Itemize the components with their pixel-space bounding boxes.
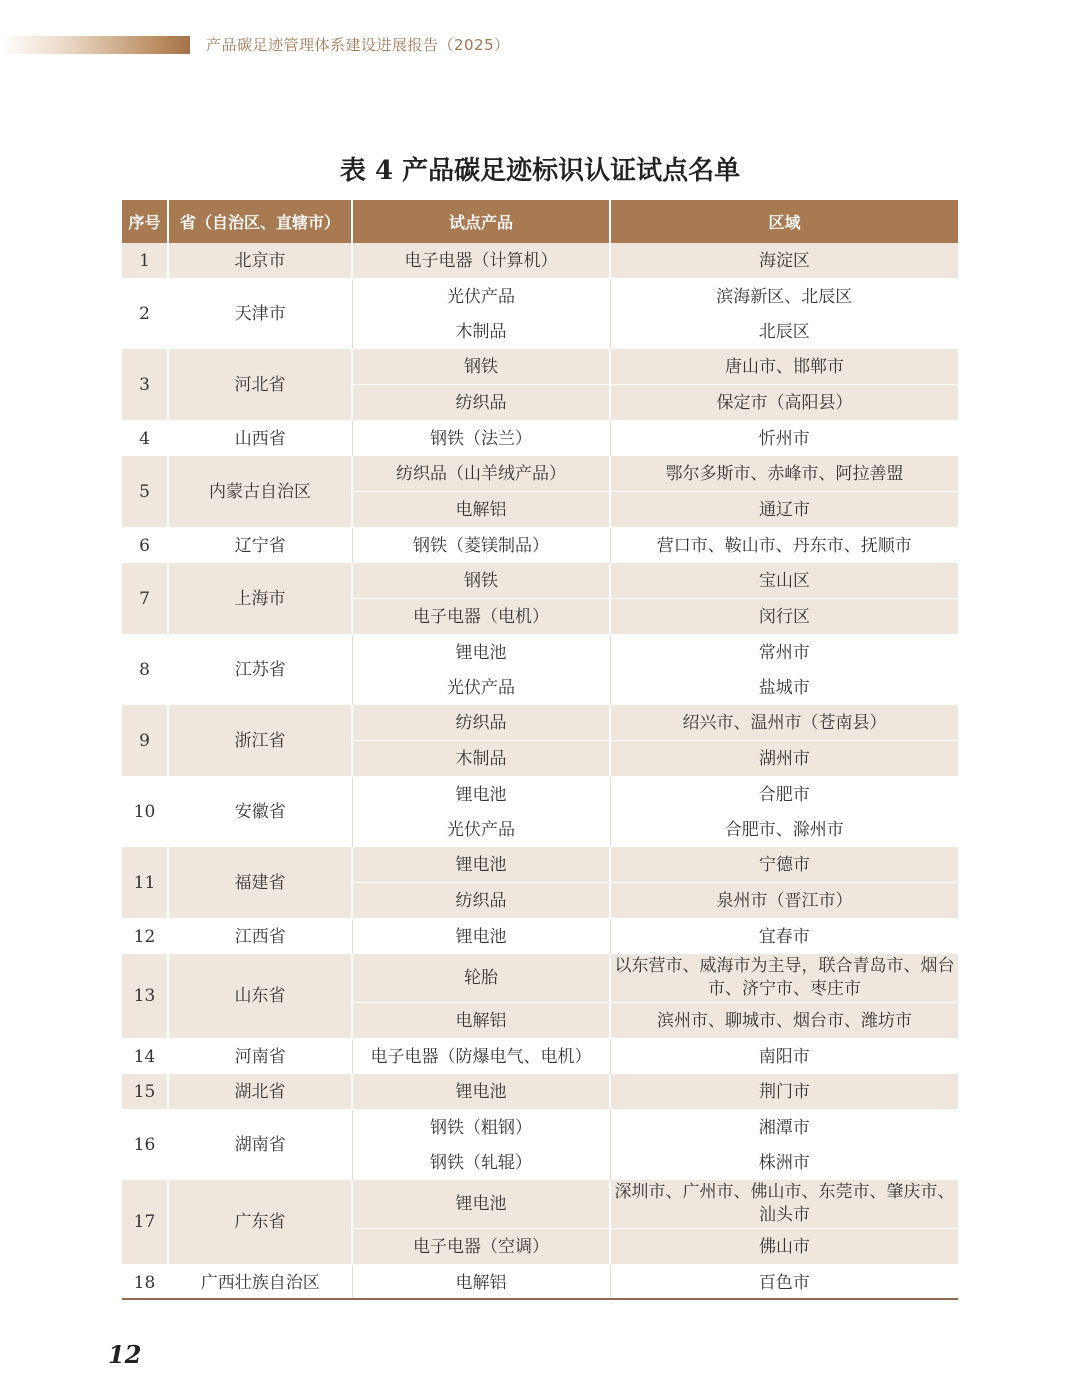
- cell-product: 钢铁（法兰）: [352, 421, 610, 457]
- cell-province: 辽宁省: [168, 528, 352, 564]
- cell-product: 锂电池: [352, 777, 610, 813]
- cell-region: 绍兴市、温州市（苍南县）: [610, 705, 958, 741]
- cell-region: 唐山市、邯郸市: [610, 349, 958, 385]
- cell-product: 钢铁（轧辊）: [352, 1145, 610, 1180]
- cell-province: 山西省: [168, 421, 352, 457]
- column-header-province: 省（自治区、直辖市）: [168, 200, 352, 243]
- cell-province: 广东省: [168, 1180, 352, 1265]
- cell-region: 以东营市、威海市为主导，联合青岛市、烟台市、济宁市、枣庄市: [610, 954, 958, 1003]
- cell-product: 锂电池: [352, 847, 610, 883]
- cell-no: 18: [122, 1265, 168, 1301]
- cell-product: 钢铁: [352, 563, 610, 599]
- cell-product: 光伏产品: [352, 670, 610, 705]
- cell-region: 海淀区: [610, 243, 958, 279]
- cell-province: 江苏省: [168, 635, 352, 706]
- table-row: [122, 954, 958, 1003]
- header-gradient-bar: [0, 36, 190, 54]
- table-header-row: [122, 200, 958, 243]
- table-row: [122, 563, 958, 599]
- cell-region: 闵行区: [610, 599, 958, 635]
- cell-region: 泉州市（晋江市）: [610, 883, 958, 919]
- cell-province: 浙江省: [168, 705, 352, 777]
- cell-region: 盐城市: [610, 670, 958, 705]
- cell-no: 10: [122, 777, 168, 848]
- cell-region: 百色市: [610, 1265, 958, 1301]
- cell-no: 17: [122, 1180, 168, 1265]
- cell-region: 宝山区: [610, 563, 958, 599]
- page-number: 12: [108, 1340, 142, 1369]
- cell-province: 湖北省: [168, 1074, 352, 1110]
- cell-no: 1: [122, 243, 168, 279]
- table-row: [122, 528, 958, 564]
- cell-region: 湘潭市: [610, 1110, 958, 1146]
- cell-no: 15: [122, 1074, 168, 1110]
- cell-product: 电子电器（电机）: [352, 599, 610, 635]
- cell-product: 电子电器（计算机）: [352, 243, 610, 279]
- cell-no: 7: [122, 563, 168, 635]
- cell-province: 山东省: [168, 954, 352, 1039]
- cell-no: 9: [122, 705, 168, 777]
- cell-region: 荆门市: [610, 1074, 958, 1110]
- cell-region: 合肥市、滁州市: [610, 812, 958, 847]
- cell-region: 常州市: [610, 635, 958, 671]
- table-row: [122, 1265, 958, 1301]
- cell-province: 河南省: [168, 1039, 352, 1075]
- cell-product: 纺织品（山羊绒产品）: [352, 456, 610, 492]
- cell-no: 14: [122, 1039, 168, 1075]
- cell-product: 钢铁: [352, 349, 610, 385]
- cell-region: 通辽市: [610, 492, 958, 528]
- cell-region: 宁德市: [610, 847, 958, 883]
- table-row: [122, 279, 958, 315]
- table-row: [122, 243, 958, 279]
- table-row: [122, 847, 958, 883]
- column-header-no: 序号: [122, 200, 168, 243]
- cell-product: 电解铝: [352, 1265, 610, 1301]
- cell-region: 忻州市: [610, 421, 958, 457]
- cell-no: 11: [122, 847, 168, 919]
- cell-product: 电解铝: [352, 492, 610, 528]
- table-row: [122, 456, 958, 492]
- cell-product: 锂电池: [352, 1180, 610, 1229]
- cell-province: 安徽省: [168, 777, 352, 848]
- cell-product: 锂电池: [352, 635, 610, 671]
- cell-product: 纺织品: [352, 705, 610, 741]
- cell-product: 锂电池: [352, 1074, 610, 1110]
- table-title: 表 4 产品碳足迹标识认证试点名单: [339, 156, 741, 186]
- cell-product: 电解铝: [352, 1003, 610, 1039]
- pilot-list-table: [122, 200, 958, 1300]
- cell-region: 保定市（高阳县）: [610, 385, 958, 421]
- cell-no: 4: [122, 421, 168, 457]
- cell-province: 内蒙古自治区: [168, 456, 352, 528]
- table-row: [122, 1039, 958, 1075]
- cell-province: 江西省: [168, 919, 352, 955]
- cell-region: 滨州市、聊城市、烟台市、潍坊市: [610, 1003, 958, 1039]
- cell-product: 钢铁（菱镁制品）: [352, 528, 610, 564]
- cell-region: 株洲市: [610, 1145, 958, 1180]
- cell-region: 宜春市: [610, 919, 958, 955]
- table-row: [122, 705, 958, 741]
- table-bottom-rule: [122, 1298, 958, 1300]
- report-header-title: 产品碳足迹管理体系建设进展报告（2025）: [206, 36, 510, 54]
- cell-no: 3: [122, 349, 168, 421]
- column-header-region: 区域: [610, 200, 958, 243]
- table-row: [122, 919, 958, 955]
- cell-region: 鄂尔多斯市、赤峰市、阿拉善盟: [610, 456, 958, 492]
- cell-province: 湖南省: [168, 1110, 352, 1181]
- cell-no: 6: [122, 528, 168, 564]
- cell-no: 13: [122, 954, 168, 1039]
- cell-product: 光伏产品: [352, 279, 610, 315]
- cell-product: 电子电器（防爆电气、电机）: [352, 1039, 610, 1075]
- cell-product: 钢铁（粗钢）: [352, 1110, 610, 1146]
- cell-region: 合肥市: [610, 777, 958, 813]
- cell-product: 锂电池: [352, 919, 610, 955]
- cell-product: 电子电器（空调）: [352, 1229, 610, 1265]
- cell-province: 河北省: [168, 349, 352, 421]
- cell-province: 广西壮族自治区: [168, 1265, 352, 1301]
- table-row: [122, 635, 958, 671]
- cell-province: 北京市: [168, 243, 352, 279]
- cell-region: 滨海新区、北辰区: [610, 279, 958, 315]
- cell-province: 天津市: [168, 279, 352, 350]
- cell-region: 南阳市: [610, 1039, 958, 1075]
- cell-no: 5: [122, 456, 168, 528]
- cell-product: 木制品: [352, 314, 610, 349]
- cell-no: 8: [122, 635, 168, 706]
- cell-no: 2: [122, 279, 168, 350]
- cell-region: 湖州市: [610, 741, 958, 777]
- cell-region: 营口市、鞍山市、丹东市、抚顺市: [610, 528, 958, 564]
- table-row: [122, 1074, 958, 1110]
- table-body: [122, 243, 958, 1300]
- column-header-product: 试点产品: [352, 200, 610, 243]
- cell-product: 轮胎: [352, 954, 610, 1003]
- table-row: [122, 1110, 958, 1146]
- table-row: [122, 349, 958, 385]
- cell-province: 福建省: [168, 847, 352, 919]
- cell-region: 深圳市、广州市、佛山市、东莞市、肇庆市、汕头市: [610, 1180, 958, 1229]
- cell-region: 北辰区: [610, 314, 958, 349]
- table-row: [122, 421, 958, 457]
- cell-product: 光伏产品: [352, 812, 610, 847]
- table-row: [122, 1180, 958, 1229]
- cell-no: 12: [122, 919, 168, 955]
- cell-region: 佛山市: [610, 1229, 958, 1265]
- cell-province: 上海市: [168, 563, 352, 635]
- cell-product: 纺织品: [352, 883, 610, 919]
- cell-product: 纺织品: [352, 385, 610, 421]
- cell-product: 木制品: [352, 741, 610, 777]
- table-row: [122, 777, 958, 813]
- cell-no: 16: [122, 1110, 168, 1181]
